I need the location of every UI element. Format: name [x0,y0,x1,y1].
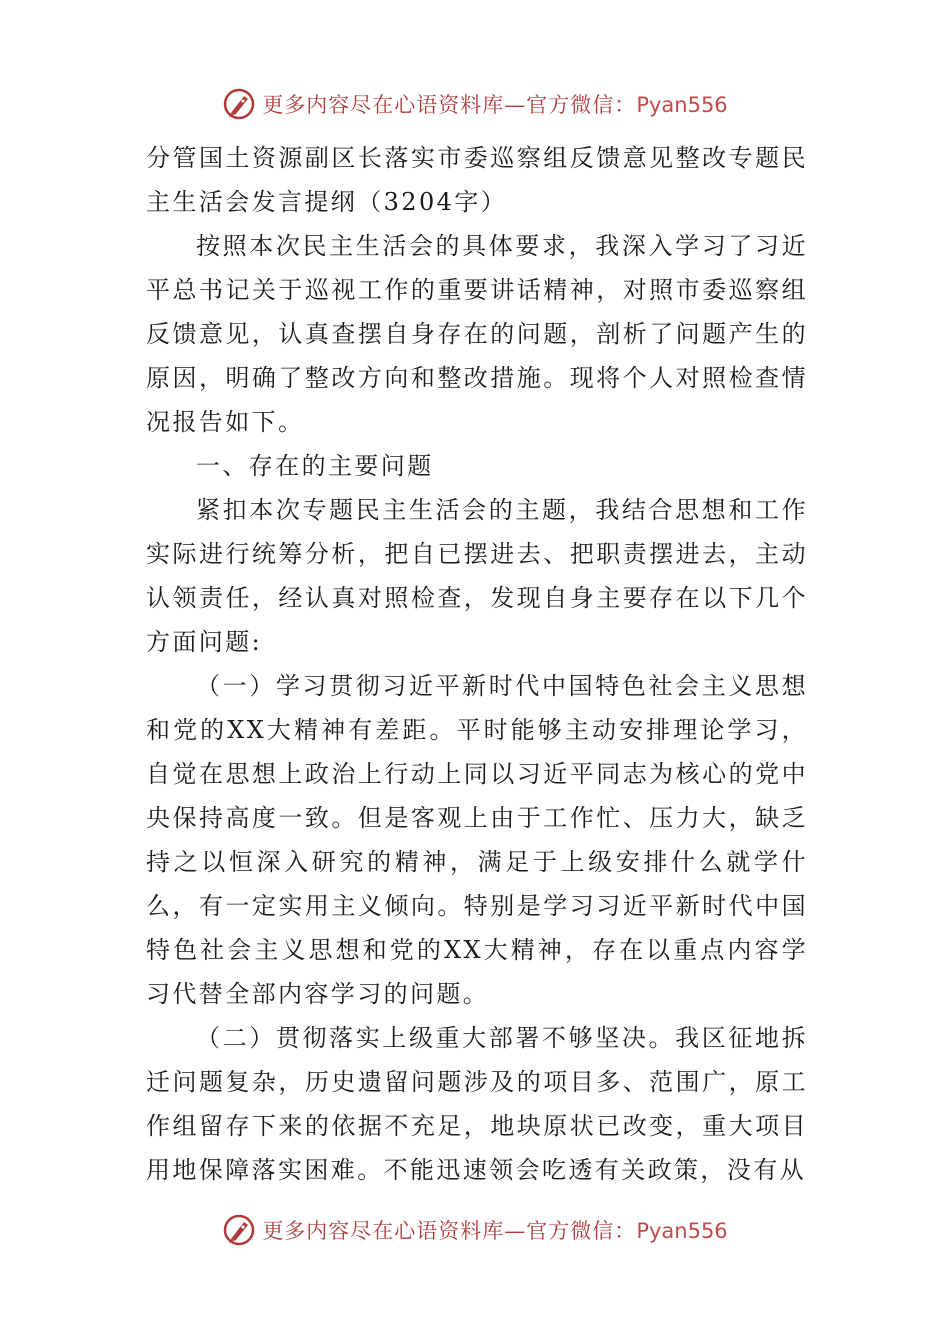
header-banner [0,84,950,124]
banner-wechat-id: Pyan556 [636,1219,728,1243]
document-title: 分管国土资源副区长落实市委巡察组反馈意见整改专题民主生活会发言提纲（3204字） [146,144,808,216]
pen-nib-circle-icon [222,87,256,121]
paragraph-intro: 按照本次民主生活会的具体要求，我深入学习了习近平总书记关于巡视工作的重要讲话精神，对照市委巡察组反馈意见，认真查摆自身存在的问题，剖析了问题产生的原因，明确了整改方向和整改措施。现将个人对照检查情况报告如下。 [146,232,808,436]
banner-text [262,89,727,119]
banner-text [262,1215,727,1245]
banner-text-cn: 更多内容尽在心语资料库—官方微信： [262,93,637,117]
banner-text-cn: 更多内容尽在心语资料库—官方微信： [262,1219,637,1243]
paragraph-overview: 紧扣本次专题民主生活会的主题，我结合思想和工作实际进行统筹分析，把自已摆进去、把职责摆进去，主动认领责任，经认真对照检查，发现自身主要存在以下几个方面问题: [146,496,808,656]
footer-banner [0,1210,950,1250]
document-body [146,136,808,1192]
paragraph-item-2: （二）贯彻落实上级重大部署不够坚决。我区征地拆迁问题复杂，历史遗留问题涉及的项目多、范围广，原工作组留存下来的依据不充足，地块原状已改变，重大项目用地保障落实困难。不能迅速领会吃透有关政策，没有从 [146,1024,808,1184]
section-heading: 一、存在的主要问题 [196,452,434,480]
banner-wechat-id: Pyan556 [636,93,728,117]
pen-nib-circle-icon [222,1213,256,1247]
paragraph-item-1: （一）学习贯彻习近平新时代中国特色社会主义思想和党的XX大精神有差距。平时能够主动安排理论学习，自觉在思想上政治上行动上同以习近平同志为核心的党中央保持高度一致。但是客观上由于工作忙、压力大，缺乏持之以恒深入研究的精神，满足于上级安排什么就学什么，有一定实用主义倾向。特别是学习习近平新时代中国特色社会主义思想和党的XX大精神，存在以重点内容学习代替全部内容学习的问题。 [146,672,808,1008]
